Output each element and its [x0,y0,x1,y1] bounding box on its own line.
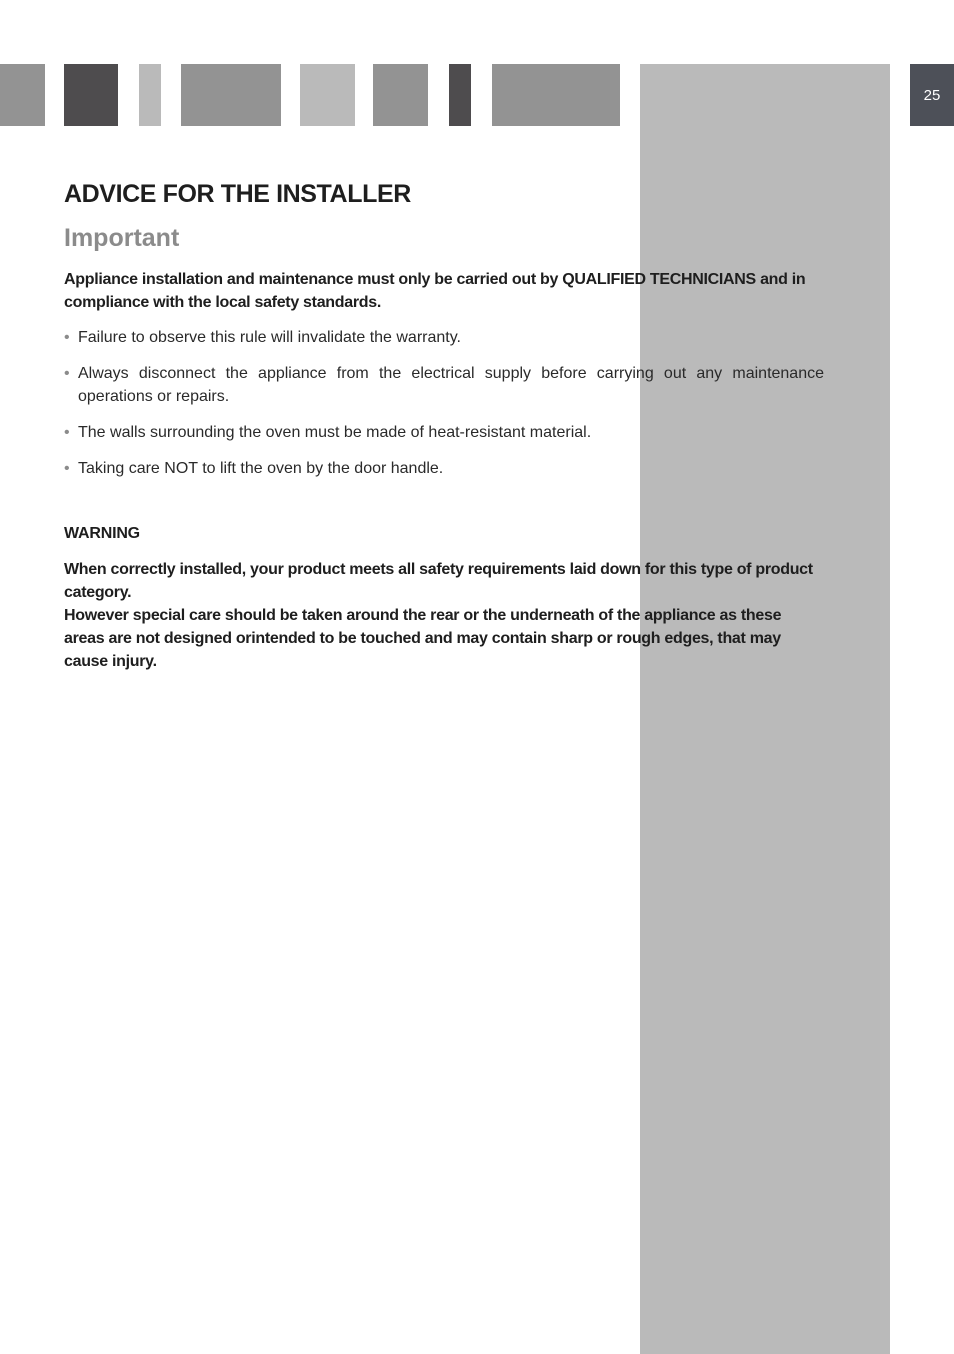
header-block [139,64,161,126]
main-content [64,178,824,673]
list-item-text: Always disconnect the appliance from the electrical supply before carrying out any maintenance operations or repairs. [78,365,824,405]
list-item [64,421,824,444]
header-block [0,64,45,126]
bullet-icon: • [64,365,70,382]
bullet-icon: • [64,329,70,346]
section-subtitle: Important [64,224,180,252]
warning-line: When correctly installed, your product meets all safety requirements laid down for this type of product category. [64,561,813,601]
list-item [64,326,824,349]
list-item-text: Failure to observe this rule will invalidate the warranty. [78,329,461,346]
list-item-text: Taking care NOT to lift the oven by the door handle. [78,460,444,477]
lead-paragraph: Appliance installation and maintenance must only be carried out by QUALIFIED TECHNICIANS and in compliance with the local safety standards. [64,271,806,311]
header-block [64,64,118,126]
page-number-text: 25 [923,86,941,104]
list-item [64,457,824,480]
warning-heading: WARNING [64,525,140,542]
page-number [910,64,954,126]
header-block [373,64,428,126]
warning-line: However special care should be taken around the rear or the underneath of the appliance as these areas are not designed orintended to be touched and may contain sharp or rough edges, that may cause injury. [64,607,782,670]
warning-paragraph [64,558,824,673]
header-block [449,64,471,126]
page-title: ADVICE FOR THE INSTALLER [64,180,411,208]
header-block [181,64,281,126]
bullet-icon: • [64,460,70,477]
advice-list [64,326,824,480]
header-block [300,64,355,126]
list-item-text: The walls surrounding the oven must be made of heat-resistant material. [78,424,592,441]
header-block [492,64,620,126]
list-item [64,362,824,408]
bullet-icon: • [64,424,70,441]
